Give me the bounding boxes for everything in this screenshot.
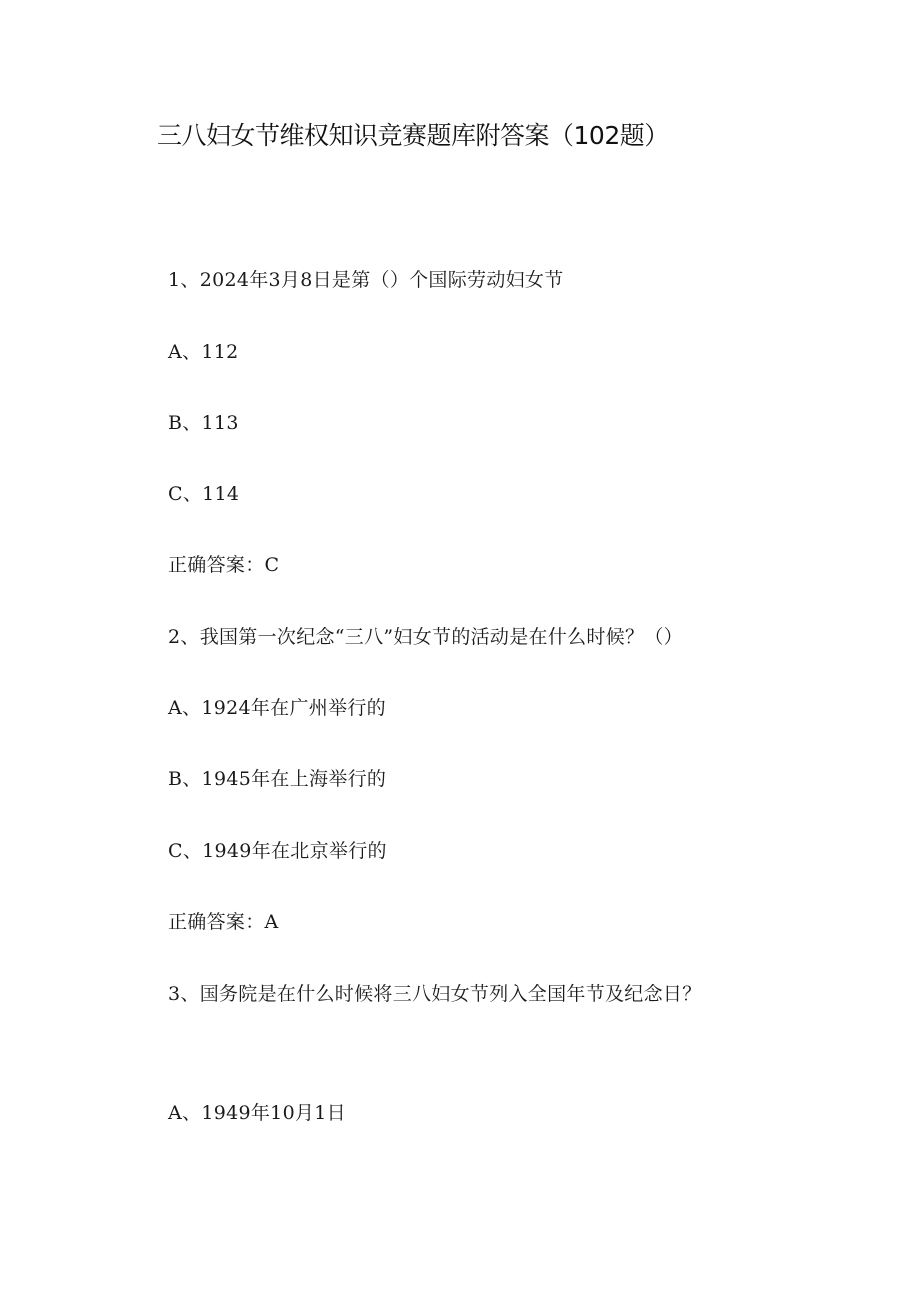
question-1-option-b: B、113 [168, 412, 239, 434]
question-3-option-a: A、1949年10月1日 [168, 1102, 346, 1124]
question-3-text: 3、国务院是在什么时候将三八妇女节列入全国年节及纪念日？ [168, 983, 702, 1005]
question-2-answer: 正确答案：A [168, 911, 279, 933]
question-1-option-c: C、114 [168, 483, 240, 505]
question-1-option-a: A、112 [168, 341, 239, 363]
question-1-answer: 正确答案：C [168, 554, 280, 576]
question-2-text: 2、我国第一次纪念“三八”妇女节的活动是在什么时候？（） [168, 626, 683, 648]
question-2-option-a: A、1924年在广州举行的 [168, 697, 386, 719]
question-1-text: 1、2024年3月8日是第（）个国际劳动妇女节 [168, 269, 564, 291]
document-title: 三八妇女节维权知识竞赛题库附答案（102题） [157, 121, 669, 150]
question-2-option-c: C、1949年在北京举行的 [168, 840, 387, 862]
question-2-option-b: B、1945年在上海举行的 [168, 768, 387, 790]
